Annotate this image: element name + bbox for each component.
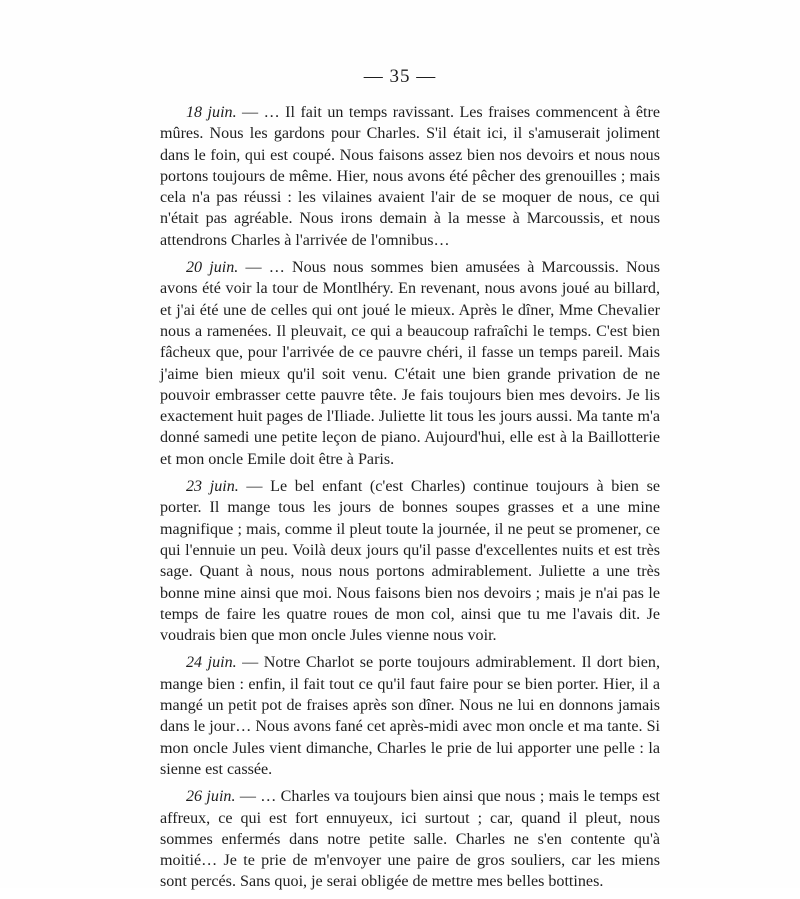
entry-date: 24 juin. — [186, 654, 237, 672]
entry-date: 20 juin. — [186, 259, 239, 277]
diary-text — [160, 102, 660, 899]
entry-text: — … Il fait un temps ravissant. Les fraises commencent à être mûres. Nous les gardons pour Charles. S'il était ici, il s'amuserait joliment dans le foin, qui est coupé. Nous faisons assez bien nos devoirs et nous nous portons toujours de même. Hier, nous avons été pêcher des grenouilles ; mais cela n'a pas réussi : les vilaines avaient l'air de se moquer de nous, ce qui n'était pas agréable. Nous irons demain à la messe à Marcoussis, et nous attendrons Charles à l'arrivée de l'omnibus… — [160, 104, 660, 249]
entry-text: — Le bel enfant (c'est Charles) continue toujours à bien se porter. Il mange tous les jours de bonnes soupes grasses et a une mine magnifique ; mais, comme il pleut toute la journée, il ne peut se promener, ce qui l'ennuie un peu. Voilà deux jours qu'il passe d'excellentes nuits et est très sage. Quant à nous, nous nous portons admirablement. Juliette a une très bonne mine ainsi que moi. Nous faisons bien nos devoirs ; mais je n'ai pas le temps de faire les quatre roues de mon col, ainsi que tu me l'avais dit. Je voudrais bien que mon oncle Jules vienne nous voir. — [160, 478, 660, 645]
diary-entry — [160, 257, 660, 470]
entry-date: 18 juin. — [186, 104, 237, 121]
diary-entry — [160, 786, 660, 892]
entry-text: — … Charles va toujours bien ainsi que nous ; mais le temps est affreux, ce qui est fort ennuyeux, ici surtout ; car, quand il pleut, nous sommes enfermés dans notre petite salle. Charles ne s'en contente qu'à moitié… Je te prie de m'envoyer une paire de gros souliers, car les miens sont percés. Sans quoi, je serai obligée de mettre mes belles bottines. — [160, 788, 660, 891]
entry-date: 26 juin. — [186, 788, 236, 806]
page-number: — 35 — — [363, 66, 437, 87]
diary-entry — [160, 476, 660, 646]
diary-entry — [160, 652, 660, 780]
entry-text: — Notre Charlot se porte toujours admirablement. Il dort bien, mange bien : enfin, il fait tout ce qu'il faut faire pour se bien porter. Hier, il a mangé un petit pot de fraises après son dîner. Nous ne lui en donnons jamais dans le jour… Nous avons fané cet après-midi avec mon oncle et ma tante. Si mon oncle Jules vient dimanche, Charles le prie de lui apporter une pelle : la sienne est cassée. — [160, 654, 660, 778]
entry-date: 23 juin. — [186, 478, 239, 496]
entry-text: — … Nous nous sommes bien amusées à Marcoussis. Nous avons été voir la tour de Montlhéry. En revenant, nous avons joué au billard, et j'ai été une de celles qui ont joué le mieux. Après le dîner, Mme Chevalier nous a ramenées. Il pleuvait, ce qui a beaucoup rafraîchi le temps. C'est bien fâcheux que, pour l'arrivée de ce pauvre chéri, il fasse un temps pareil. Mais j'aime bien mieux qu'il soit venu. C'était une bien grande privation de ne pouvoir embrasser cette pauvre tête. Je fais toujours bien mes devoirs. Je lis exactement huit pages de l'Iliade. Juliette lit tous les jours aussi. Ma tante m'a donné samedi une petite leçon de piano. Aujourd'hui, elle est à la Baillotterie et mon oncle Emile doit être à Paris. — [160, 259, 660, 468]
diary-entry — [160, 102, 660, 251]
